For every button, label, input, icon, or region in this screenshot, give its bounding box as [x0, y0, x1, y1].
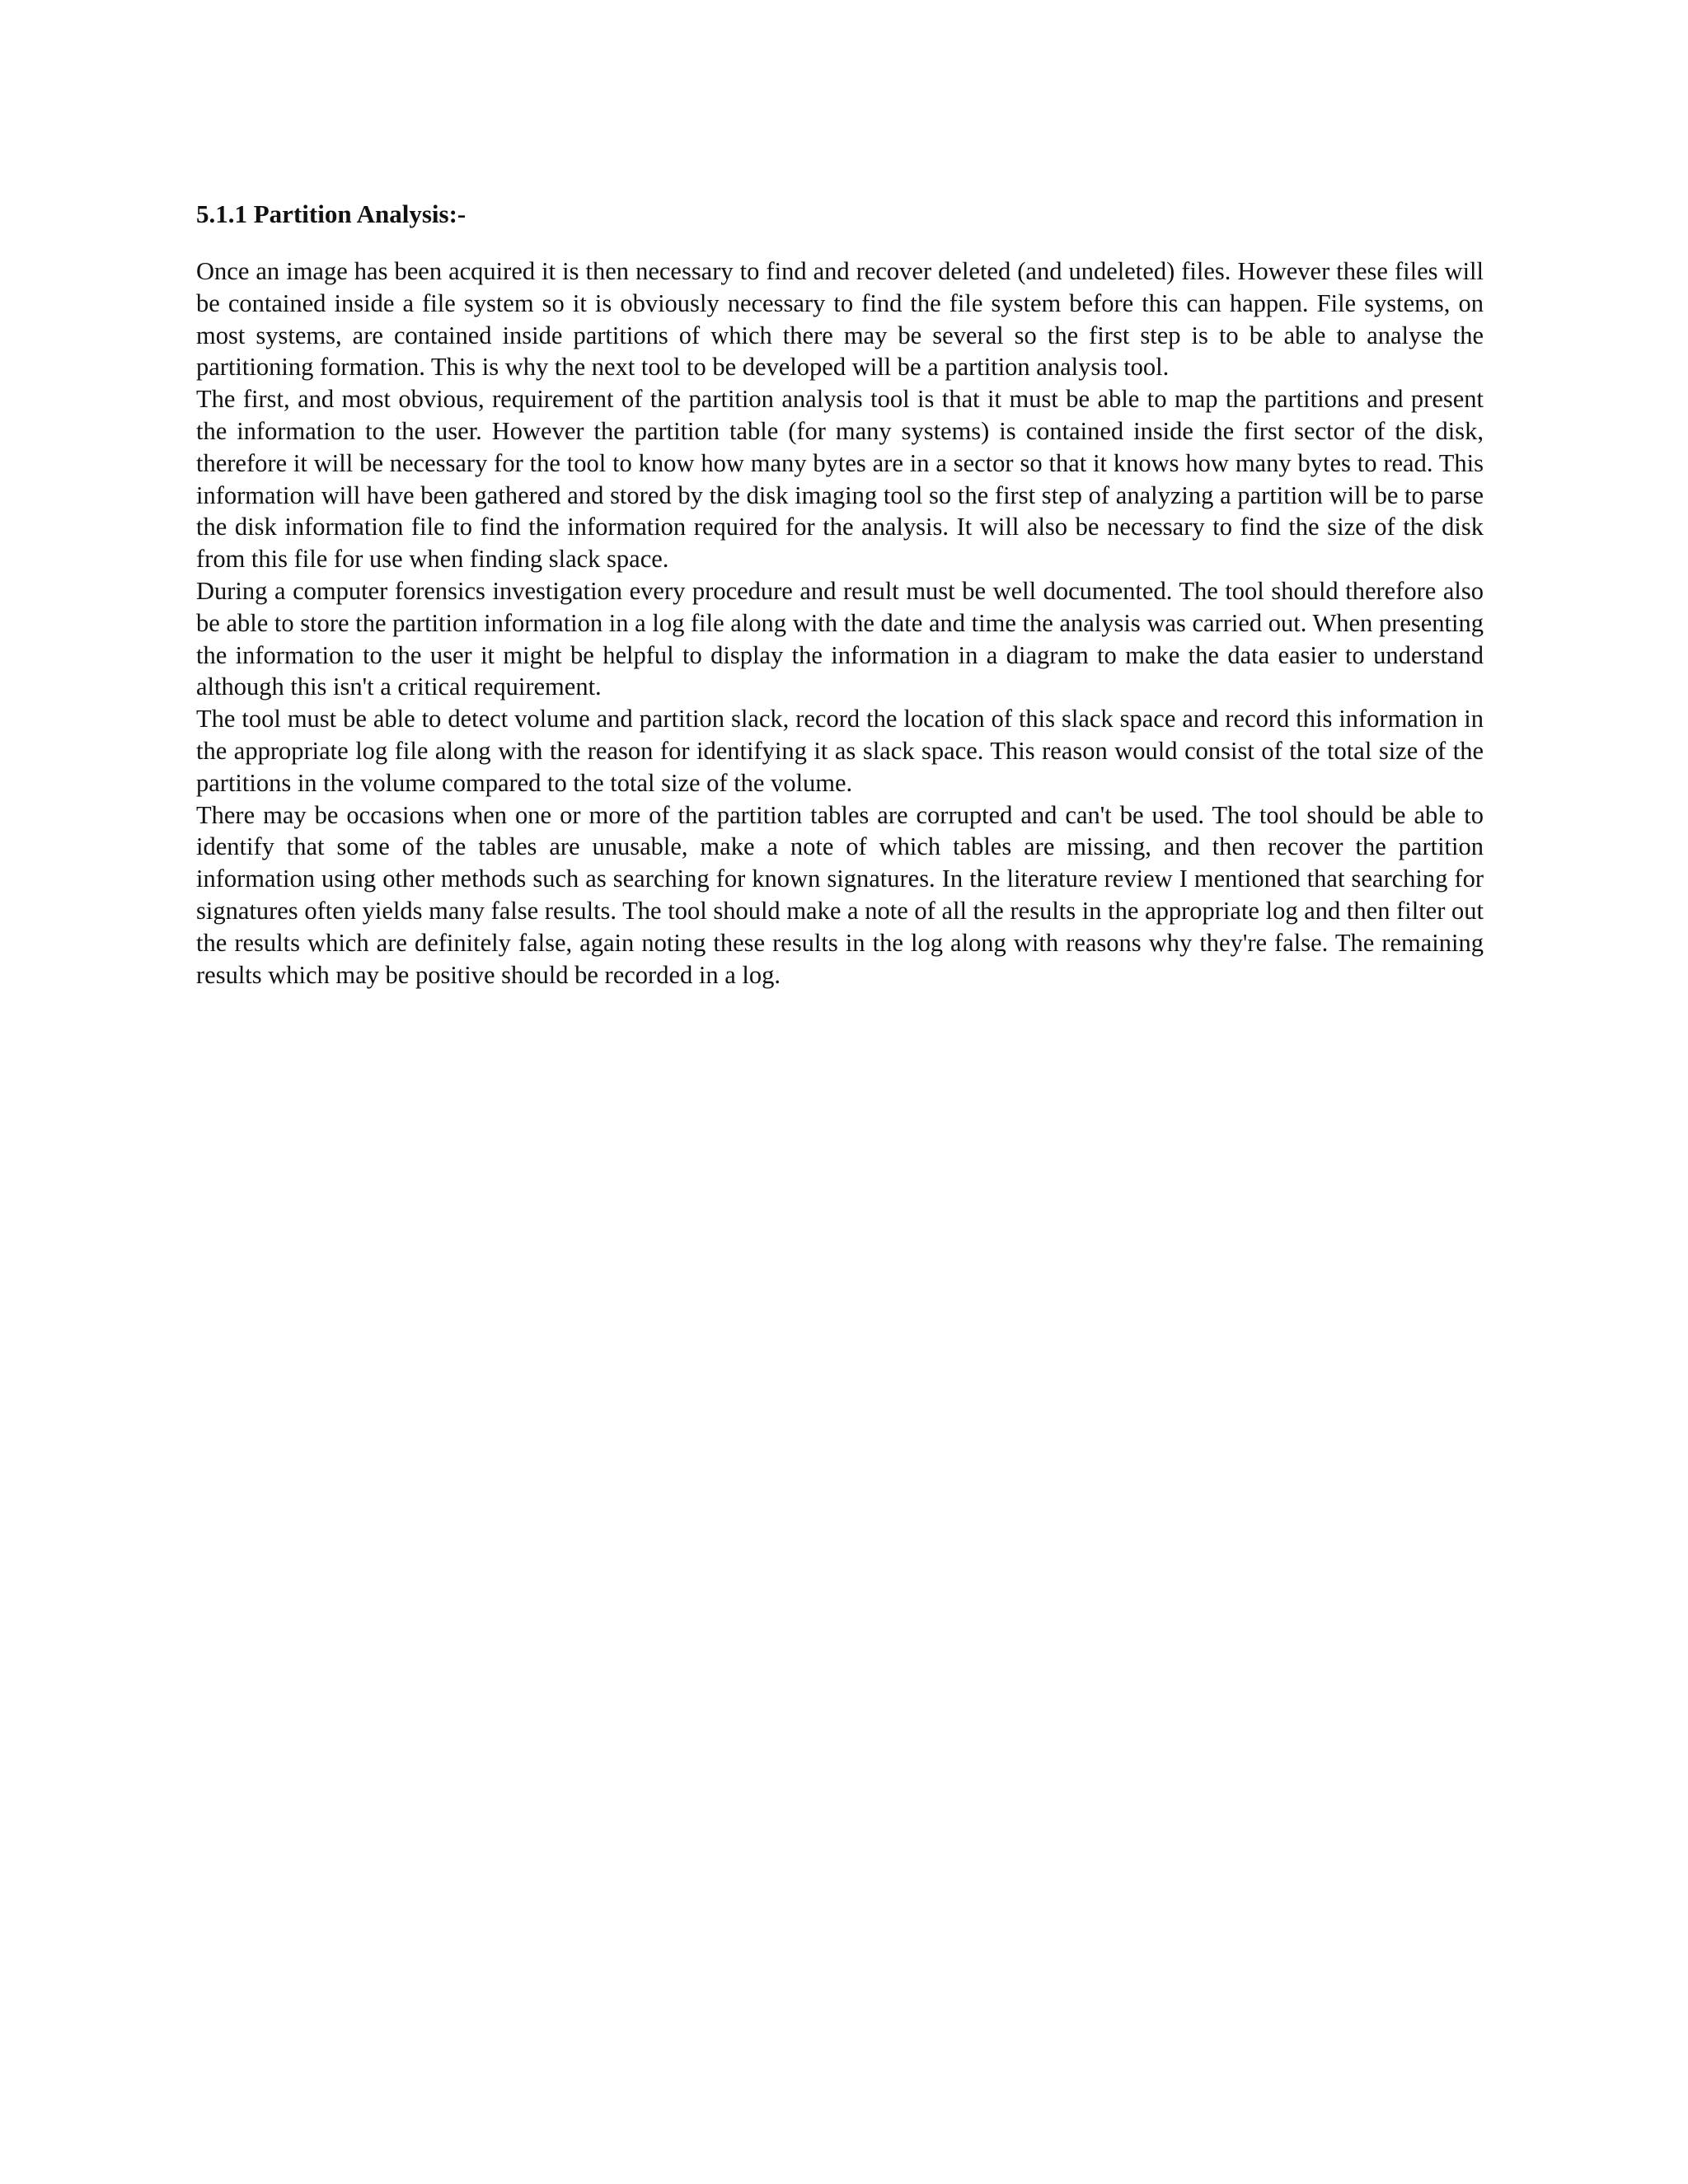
paragraph-documentation: During a computer forensics investigation every procedure and result must be well documented. The tool should therefore also be able to store the partition information in a log file along with the date and time the analysis was carried out. When presenting the information to the user it might be helpful to display the information in a diagram to make the data easier to understand although this isn't a critical requirement.: [196, 576, 1484, 701]
paragraph-slack-detection: The tool must be able to detect volume and partition slack, record the location of this slack space and record this information in the appropriate log file along with the reason for identifying it as slack space. This reason would consist of the total size of the partitions in the volume compared to the total size of the volume.: [196, 705, 1484, 797]
paragraph-corruption-recovery: There may be occasions when one or more of the partition tables are corrupted and can't be used. The tool should be able to identify that some of the tables are unusable, make a note of which tables are missing, and then recover the partition information using other methods such as searching for known signatures. In the literature review I mentioned that searching for signatures often yields many false results. The tool should make a note of all the results in the appropriate log and then filter out the results which are definitely false, again noting these results in the log along with reasons why they're false. The remaining results which may be positive should be recorded in a log.: [196, 800, 1484, 989]
paragraph-intro: Once an image has been acquired it is then necessary to find and recover deleted (and undeleted) files. However these files will be contained inside a file system so it is obviously necessary to find the file system before this can happen. File systems, on most systems, are contained inside partitions of which there may be several so the first step is to be able to analyse the partitioning formation. This is why the next tool to be developed will be a partition analysis tool.: [196, 257, 1484, 382]
section-heading: 5.1.1 Partition Analysis:-: [196, 199, 467, 228]
paragraph-requirements: The first, and most obvious, requirement of the partition analysis tool is that it must be able to map the partitions and present the information to the user. However the partition table (for many systems) is contained inside the first sector of the disk, therefore it will be necessary for the tool to know how many bytes are in a sector so that it knows how many bytes to read. This information will have been gathered and stored by the disk imaging tool so the first step of analyzing a partition will be to parse the disk information file to find the information required for the analysis. It will also be necessary to find the size of the disk from this file for use when finding slack space.: [196, 385, 1484, 574]
document-body: [196, 196, 1484, 991]
